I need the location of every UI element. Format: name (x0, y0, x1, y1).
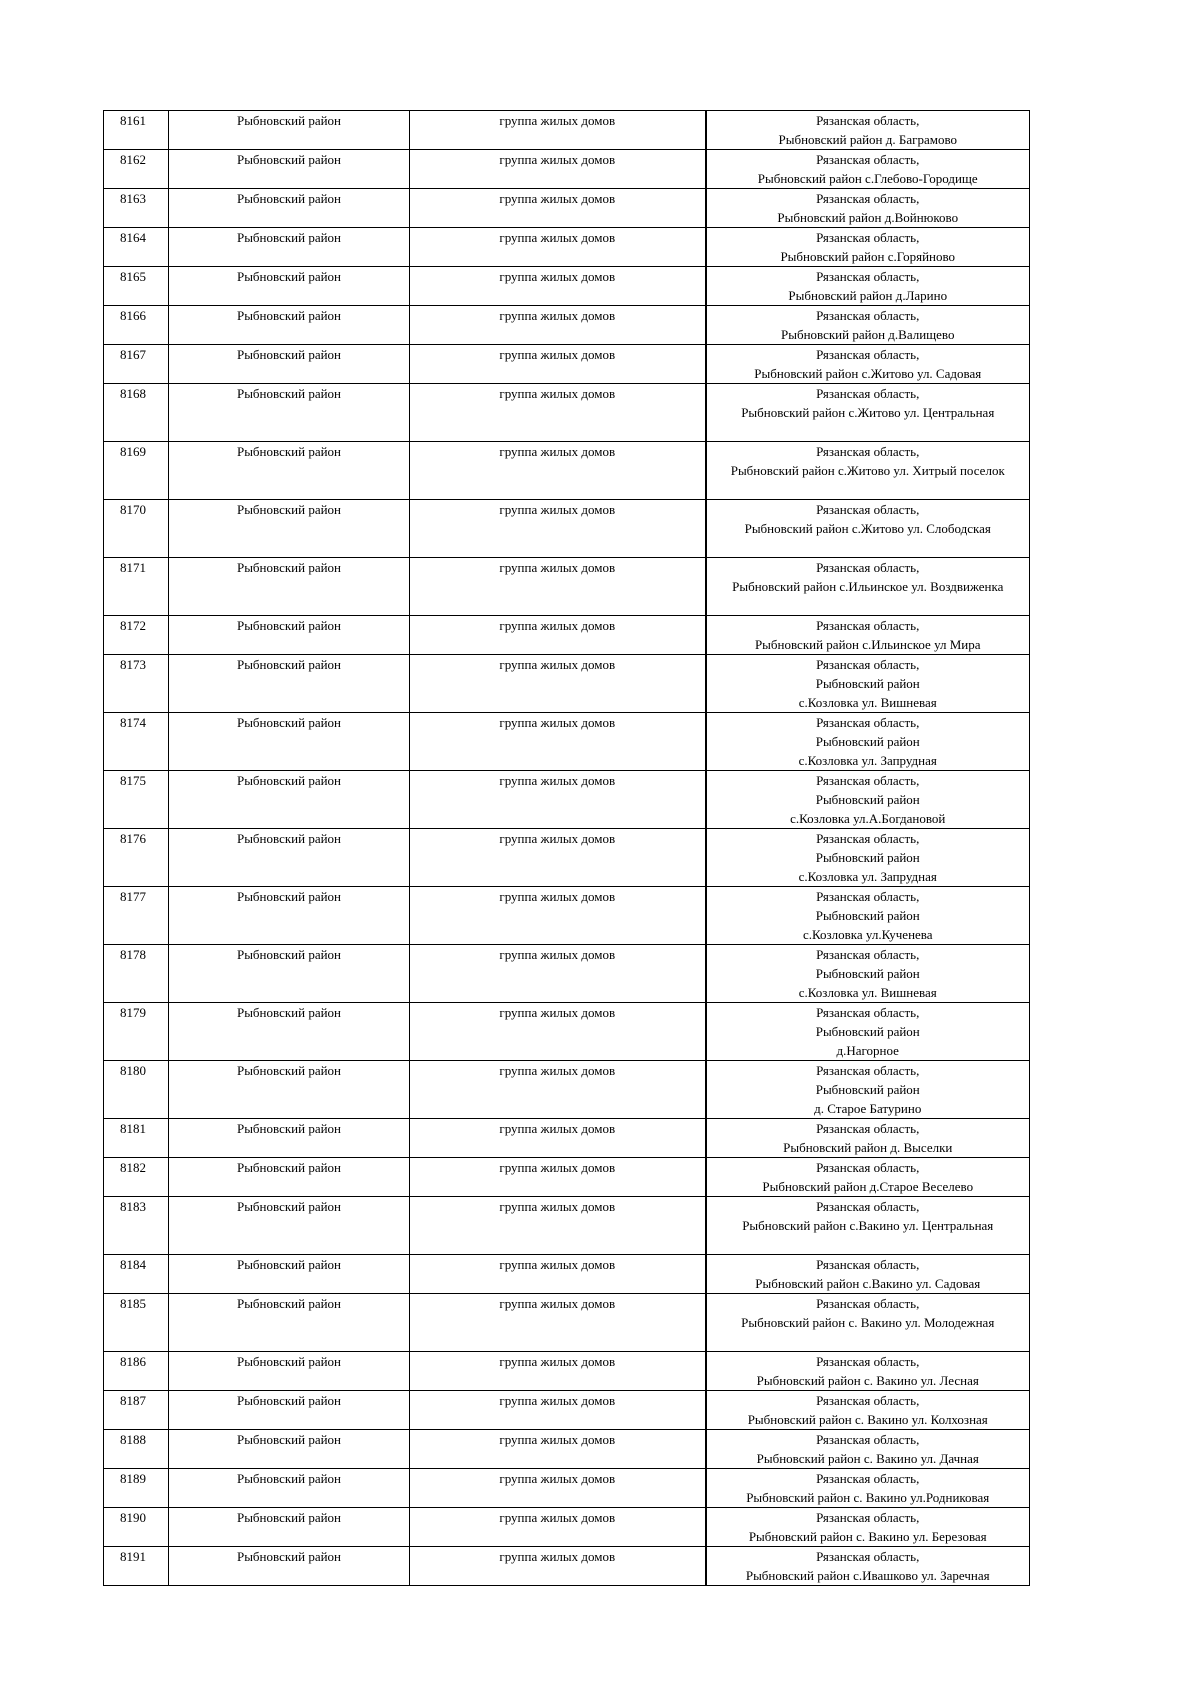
row-number-cell: 8163 (104, 189, 169, 228)
address-line: Рыбновский район (815, 850, 920, 865)
address-line: Рыбновский район с.Глебово-Городище (757, 171, 978, 186)
address-cell (706, 442, 1030, 500)
address-cell (706, 616, 1030, 655)
table-row (104, 1547, 1030, 1586)
district-cell: Рыбновский район (169, 384, 410, 442)
address-cell (706, 500, 1030, 558)
row-number-cell: 8187 (104, 1391, 169, 1430)
address-cell (706, 1294, 1030, 1352)
row-number-cell: 8175 (104, 771, 169, 829)
table-row (104, 345, 1030, 384)
settlements-table (103, 110, 1030, 1586)
object-type-cell: группа жилых домов (410, 616, 706, 655)
district-cell: Рыбновский район (169, 1255, 410, 1294)
address-cell (706, 1469, 1030, 1508)
address-line: Рыбновский район д. Выселки (783, 1140, 953, 1155)
address-line: Рыбновский район с. Вакино ул. Колхозная (747, 1412, 988, 1427)
address-line: Рыбновский район (815, 792, 920, 807)
row-number-cell: 8161 (104, 111, 169, 150)
address-line: Рыбновский район с. Вакино ул. Березовая (748, 1529, 987, 1544)
table-row (104, 150, 1030, 189)
address-cell (706, 267, 1030, 306)
address-line: Рязанская область, (816, 502, 920, 517)
address-line: Рязанская область, (816, 947, 920, 962)
object-type-cell: группа жилых домов (410, 1391, 706, 1430)
table-row (104, 442, 1030, 500)
address-line: Рыбновский район (815, 734, 920, 749)
district-cell: Рыбновский район (169, 345, 410, 384)
address-line: с.Козловка ул. Запрудная (798, 869, 937, 884)
row-number-cell: 8184 (104, 1255, 169, 1294)
district-cell: Рыбновский район (169, 150, 410, 189)
address-cell (706, 1061, 1030, 1119)
district-cell: Рыбновский район (169, 267, 410, 306)
address-line: Рязанская область, (816, 1549, 920, 1564)
district-cell: Рыбновский район (169, 713, 410, 771)
object-type-cell: группа жилых домов (410, 306, 706, 345)
district-cell: Рыбновский район (169, 1197, 410, 1255)
table-row (104, 189, 1030, 228)
district-cell: Рыбновский район (169, 771, 410, 829)
district-cell: Рыбновский район (169, 306, 410, 345)
address-line: Рязанская область, (816, 308, 920, 323)
district-cell: Рыбновский район (169, 1547, 410, 1586)
table-row (104, 111, 1030, 150)
table-row (104, 1508, 1030, 1547)
district-cell: Рыбновский район (169, 1294, 410, 1352)
object-type-cell: группа жилых домов (410, 1255, 706, 1294)
row-number-cell: 8166 (104, 306, 169, 345)
address-line: с.Козловка ул. Вишневая (798, 695, 937, 710)
object-type-cell: группа жилых домов (410, 713, 706, 771)
address-cell (706, 655, 1030, 713)
table-row (104, 228, 1030, 267)
district-cell: Рыбновский район (169, 1430, 410, 1469)
district-cell: Рыбновский район (169, 228, 410, 267)
object-type-cell: группа жилых домов (410, 384, 706, 442)
address-line: Рыбновский район (815, 1082, 920, 1097)
district-cell: Рыбновский район (169, 111, 410, 150)
address-line: Рязанская область, (816, 1121, 920, 1136)
row-number-cell: 8169 (104, 442, 169, 500)
district-cell: Рыбновский район (169, 1119, 410, 1158)
district-cell: Рыбновский район (169, 500, 410, 558)
address-line: с.Козловка ул.Кученева (802, 927, 933, 942)
address-line: Рязанская область, (816, 1199, 920, 1214)
object-type-cell: группа жилых домов (410, 945, 706, 1003)
district-cell: Рыбновский район (169, 442, 410, 500)
address-line: д.Нагорное (836, 1043, 899, 1058)
address-cell (706, 1119, 1030, 1158)
table-row (104, 267, 1030, 306)
object-type-cell: группа жилых домов (410, 189, 706, 228)
row-number-cell: 8176 (104, 829, 169, 887)
object-type-cell: группа жилых домов (410, 1352, 706, 1391)
object-type-cell: группа жилых домов (410, 829, 706, 887)
row-number-cell: 8173 (104, 655, 169, 713)
district-cell: Рыбновский район (169, 829, 410, 887)
table-row (104, 1119, 1030, 1158)
address-line: Рязанская область, (816, 889, 920, 904)
table-row (104, 945, 1030, 1003)
object-type-cell: группа жилых домов (410, 111, 706, 150)
district-cell: Рыбновский район (169, 1158, 410, 1197)
address-line: Рыбновский район с. Вакино ул. Дачная (756, 1451, 979, 1466)
row-number-cell: 8181 (104, 1119, 169, 1158)
address-line: Рыбновский район д.Старое Веселево (762, 1179, 974, 1194)
address-line: Рязанская область, (816, 1432, 920, 1447)
address-line: с.Козловка ул.А.Богдановой (790, 811, 946, 826)
address-cell (706, 1508, 1030, 1547)
district-cell: Рыбновский район (169, 887, 410, 945)
address-cell (706, 189, 1030, 228)
address-line: Рязанская область, (816, 191, 920, 206)
table-row (104, 500, 1030, 558)
object-type-cell: группа жилых домов (410, 1469, 706, 1508)
row-number-cell: 8177 (104, 887, 169, 945)
table-row (104, 1391, 1030, 1430)
address-line: Рязанская область, (816, 1257, 920, 1272)
row-number-cell: 8162 (104, 150, 169, 189)
object-type-cell: группа жилых домов (410, 1508, 706, 1547)
district-cell: Рыбновский район (169, 1469, 410, 1508)
address-line: Рыбновский район (815, 966, 920, 981)
table-row (104, 1430, 1030, 1469)
address-line: Рязанская область, (816, 269, 920, 284)
table-row (104, 1469, 1030, 1508)
address-line: Рыбновский район с.Вакино ул. Центральная (742, 1218, 994, 1233)
table-row (104, 771, 1030, 829)
object-type-cell: группа жилых домов (410, 1197, 706, 1255)
table-row (104, 887, 1030, 945)
object-type-cell: группа жилых домов (410, 1119, 706, 1158)
table-row (104, 713, 1030, 771)
row-number-cell: 8189 (104, 1469, 169, 1508)
address-line: Рязанская область, (816, 230, 920, 245)
row-number-cell: 8178 (104, 945, 169, 1003)
address-cell (706, 1430, 1030, 1469)
object-type-cell: группа жилых домов (410, 1061, 706, 1119)
address-cell (706, 1352, 1030, 1391)
address-line: Рязанская область, (816, 560, 920, 575)
object-type-cell: группа жилых домов (410, 345, 706, 384)
row-number-cell: 8179 (104, 1003, 169, 1061)
address-line: Рязанская область, (816, 152, 920, 167)
address-line: Рязанская область, (816, 1005, 920, 1020)
object-type-cell: группа жилых домов (410, 267, 706, 306)
address-line: Рязанская область, (816, 1063, 920, 1078)
address-cell (706, 713, 1030, 771)
table-row (104, 384, 1030, 442)
address-line: Рязанская область, (816, 1354, 920, 1369)
district-cell: Рыбновский район (169, 1352, 410, 1391)
address-cell (706, 1158, 1030, 1197)
address-cell (706, 1003, 1030, 1061)
object-type-cell: группа жилых домов (410, 1003, 706, 1061)
object-type-cell: группа жилых домов (410, 442, 706, 500)
row-number-cell: 8186 (104, 1352, 169, 1391)
address-line: Рязанская область, (816, 773, 920, 788)
row-number-cell: 8170 (104, 500, 169, 558)
row-number-cell: 8182 (104, 1158, 169, 1197)
address-line: Рязанская область, (816, 347, 920, 362)
address-line: Рязанская область, (816, 715, 920, 730)
table-row (104, 616, 1030, 655)
district-cell: Рыбновский район (169, 1061, 410, 1119)
address-line: Рыбновский район с.Ильинское ул Мира (754, 637, 981, 652)
address-cell (706, 558, 1030, 616)
address-line: Рыбновский район д. Баграмово (778, 132, 957, 147)
address-cell (706, 1391, 1030, 1430)
address-line: Рыбновский район с.Горяйново (780, 249, 956, 264)
address-line: Рыбновский район с.Житово ул. Слободская (744, 521, 991, 536)
address-cell (706, 771, 1030, 829)
table-row (104, 1255, 1030, 1294)
object-type-cell: группа жилых домов (410, 771, 706, 829)
district-cell: Рыбновский район (169, 655, 410, 713)
address-line: Рязанская область, (816, 1510, 920, 1525)
address-line: Рыбновский район (815, 908, 920, 923)
address-cell (706, 228, 1030, 267)
object-type-cell: группа жилых домов (410, 1547, 706, 1586)
address-line: Рыбновский район (815, 676, 920, 691)
object-type-cell: группа жилых домов (410, 228, 706, 267)
object-type-cell: группа жилых домов (410, 655, 706, 713)
address-line: Рязанская область, (816, 1296, 920, 1311)
address-line: Рыбновский район с. Вакино ул. Молодежная (741, 1315, 995, 1330)
object-type-cell: группа жилых домов (410, 887, 706, 945)
row-number-cell: 8174 (104, 713, 169, 771)
table-row (104, 655, 1030, 713)
table-row (104, 1061, 1030, 1119)
address-cell (706, 945, 1030, 1003)
table-row (104, 1352, 1030, 1391)
district-cell: Рыбновский район (169, 558, 410, 616)
address-line: с.Козловка ул. Вишневая (798, 985, 937, 1000)
address-line: Рязанская область, (816, 831, 920, 846)
object-type-cell: группа жилых домов (410, 558, 706, 616)
object-type-cell: группа жилых домов (410, 1158, 706, 1197)
address-cell (706, 887, 1030, 945)
address-line: Рязанская область, (816, 444, 920, 459)
address-line: Рыбновский район д.Войнюково (777, 210, 959, 225)
table-row (104, 1003, 1030, 1061)
address-cell (706, 150, 1030, 189)
table-row (104, 1158, 1030, 1197)
address-cell (706, 829, 1030, 887)
row-number-cell: 8190 (104, 1508, 169, 1547)
address-line: Рязанская область, (816, 113, 920, 128)
row-number-cell: 8165 (104, 267, 169, 306)
table-row (104, 829, 1030, 887)
address-line: Рыбновский район (815, 1024, 920, 1039)
row-number-cell: 8171 (104, 558, 169, 616)
address-line: Рыбновский район д.Валищево (781, 327, 955, 342)
address-line: Рыбновский район с.Ильинское ул. Воздвиженка (732, 579, 1004, 594)
row-number-cell: 8168 (104, 384, 169, 442)
address-line: Рязанская область, (816, 386, 920, 401)
district-cell: Рыбновский район (169, 1508, 410, 1547)
object-type-cell: группа жилых домов (410, 1430, 706, 1469)
object-type-cell: группа жилых домов (410, 150, 706, 189)
address-cell (706, 345, 1030, 384)
table-row (104, 306, 1030, 345)
row-number-cell: 8164 (104, 228, 169, 267)
district-cell: Рыбновский район (169, 189, 410, 228)
address-cell (706, 111, 1030, 150)
address-line: Рыбновский район с. Вакино ул. Лесная (756, 1373, 979, 1388)
address-line: Рыбновский район д.Ларино (788, 288, 948, 303)
row-number-cell: 8188 (104, 1430, 169, 1469)
address-line: Рыбновский район с.Житово ул. Садовая (754, 366, 982, 381)
row-number-cell: 8167 (104, 345, 169, 384)
row-number-cell: 8185 (104, 1294, 169, 1352)
address-line: Рязанская область, (816, 1160, 920, 1175)
address-line: Рыбновский район с. Вакино ул.Родниковая (746, 1490, 990, 1505)
district-cell: Рыбновский район (169, 945, 410, 1003)
district-cell: Рыбновский район (169, 616, 410, 655)
table-row (104, 1294, 1030, 1352)
address-cell (706, 1197, 1030, 1255)
address-line: Рыбновский район с.Житово ул. Хитрый поселок (730, 463, 1005, 478)
row-number-cell: 8180 (104, 1061, 169, 1119)
row-number-cell: 8183 (104, 1197, 169, 1255)
object-type-cell: группа жилых домов (410, 500, 706, 558)
table-row (104, 1197, 1030, 1255)
address-line: с.Козловка ул. Запрудная (798, 753, 937, 768)
table-row (104, 558, 1030, 616)
address-line: Рязанская область, (816, 618, 920, 633)
address-line: Рыбновский район с.Вакино ул. Садовая (755, 1276, 981, 1291)
address-cell (706, 306, 1030, 345)
address-cell (706, 384, 1030, 442)
address-cell (706, 1547, 1030, 1586)
district-cell: Рыбновский район (169, 1003, 410, 1061)
district-cell: Рыбновский район (169, 1391, 410, 1430)
row-number-cell: 8172 (104, 616, 169, 655)
address-line: Рязанская область, (816, 1471, 920, 1486)
address-line: Рязанская область, (816, 1393, 920, 1408)
address-cell (706, 1255, 1030, 1294)
row-number-cell: 8191 (104, 1547, 169, 1586)
table-body (104, 111, 1030, 1586)
address-line: Рыбновский район с.Ивашково ул. Заречная (745, 1568, 990, 1583)
address-line: Рыбновский район с.Житово ул. Центральная (741, 405, 995, 420)
object-type-cell: группа жилых домов (410, 1294, 706, 1352)
address-line: Рязанская область, (816, 657, 920, 672)
address-line: д. Старое Батурино (814, 1101, 922, 1116)
